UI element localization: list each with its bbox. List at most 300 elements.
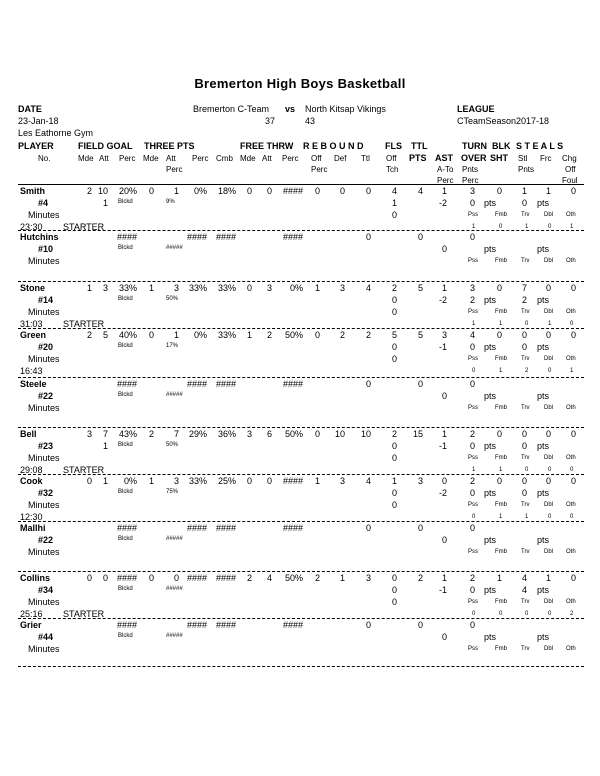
steal-type-count: 0 [499, 224, 503, 230]
steal-type-label: Fmb [495, 549, 507, 555]
hdr-chg: Chg [562, 154, 577, 163]
home-team: Bremerton C-Team [193, 104, 270, 114]
steal-type-label: Fmb [495, 405, 507, 411]
steal-type-label: Oth [566, 356, 576, 362]
stat-pts-lbl: pts [484, 488, 497, 498]
stat-ftm: 0 [246, 186, 252, 196]
row-separator [18, 427, 584, 428]
stat-fls: 0 [391, 573, 397, 583]
minutes-label: Minutes [28, 210, 60, 220]
stat-blckd-perc: ##### [166, 586, 183, 592]
row-separator [18, 184, 584, 185]
stat-tpa: 7 [173, 429, 179, 439]
stat-frc: 0 [545, 429, 551, 439]
vs-label: vs [285, 104, 296, 114]
stat-cmb: 33% [217, 283, 236, 293]
steal-type-count: 1 [499, 514, 503, 520]
stat-stl2: 0 [521, 198, 527, 208]
minutes-played: 31:03 [20, 319, 43, 329]
league-label: LEAGUE [457, 104, 495, 114]
stat-pts-lbl: pts [484, 585, 497, 595]
steal-type-count: 0 [472, 611, 476, 617]
stat-tpm: 0 [148, 330, 154, 340]
row-separator [18, 230, 584, 231]
hdr-3p-mde: Mde [143, 154, 159, 163]
steal-type-label: Fmb [495, 502, 507, 508]
stat-blckd-lbl: Blckd [118, 586, 133, 592]
stat-chg: 0 [570, 283, 576, 293]
stat-frc: 0 [545, 283, 551, 293]
stat-chg: 0 [570, 429, 576, 439]
stat-ast: 3 [441, 330, 447, 340]
hdr-3p-perc: Perc [192, 154, 209, 163]
date-label: DATE [18, 104, 42, 114]
stat-chg: 0 [570, 476, 576, 486]
stat-frc: 0 [545, 476, 551, 486]
stat-fls2: 0 [391, 441, 397, 451]
stat-fgp: 20% [118, 186, 137, 196]
stat-ftp: #### [282, 186, 303, 196]
stat-fls: 2 [391, 283, 397, 293]
hdr-turn: TURN [462, 141, 487, 151]
minutes-label: Minutes [28, 354, 60, 364]
stat-fgp: #### [116, 379, 137, 389]
player-name: Cook [20, 476, 43, 486]
stat-stl2: 4 [521, 585, 527, 595]
stat-blk: 0 [496, 283, 502, 293]
hdr-stl: Stl [518, 154, 528, 163]
stat-cmb: #### [215, 573, 236, 583]
stat-fgp: #### [116, 232, 137, 242]
steal-type-label: Trv [521, 405, 530, 411]
steal-type-label: Oth [566, 405, 576, 411]
stat-def: 10 [334, 429, 345, 439]
stat-blk: 0 [496, 429, 502, 439]
stat-tpa: 3 [173, 283, 179, 293]
stat-tpa: 1 [173, 186, 179, 196]
steal-type-count: 0 [548, 368, 552, 374]
stat-stl2: 0 [521, 488, 527, 498]
stat-ato: -2 [438, 198, 447, 208]
stat-tpp: #### [186, 620, 207, 630]
steal-type-count: 0 [570, 514, 574, 520]
player-name: Collins [20, 573, 51, 583]
steal-type-count: 0 [548, 514, 552, 520]
stat-tpm: 1 [148, 476, 154, 486]
stat-blckd-perc: ##### [166, 245, 183, 251]
stat-pts: 3 [417, 476, 423, 486]
steal-type-label: Oth [566, 258, 576, 264]
player-number: #10 [38, 244, 54, 254]
stat-ast: 1 [441, 429, 447, 439]
steal-type-label: Pss [468, 405, 479, 411]
player-name: Grier [20, 620, 42, 630]
row-separator [18, 474, 584, 475]
stat-blckd-lbl: Blckd [118, 536, 133, 542]
minutes-played: 12:30 [20, 512, 43, 522]
stat-ato: -1 [438, 342, 447, 352]
stat-chg: 0 [570, 186, 576, 196]
stat-ato: -1 [438, 441, 447, 451]
minutes-played: 16:43 [20, 366, 43, 376]
hdr-over: OVER [461, 153, 487, 163]
stat-fga: 0 [102, 573, 108, 583]
stat-ast: 1 [441, 283, 447, 293]
stat-fgp: 43% [118, 429, 137, 439]
steal-type-label: Dbl [544, 212, 554, 218]
stat-pts-lbl2: pts [537, 391, 550, 401]
stat-blckd-lbl: Blckd [118, 343, 133, 349]
stat-blckd-perc: 9% [166, 199, 175, 205]
hdr-fls: FLS [385, 141, 402, 151]
stat-ftp: #### [282, 523, 303, 533]
stat-blckd-perc: ##### [166, 536, 183, 542]
row-separator [18, 328, 584, 329]
stat-ttl: 10 [360, 429, 371, 439]
stat-pts-lbl2: pts [537, 585, 550, 595]
stat-pts-lbl: pts [484, 244, 497, 254]
stat-fls3: 0 [391, 210, 397, 220]
stat-fgp: 33% [118, 283, 137, 293]
stat-cmb: 18% [217, 186, 236, 196]
stat-off: 1 [314, 283, 320, 293]
stat-fga: 10 [97, 186, 108, 196]
hdr-free-thrw: FREE THRW [240, 141, 294, 151]
hdr-pts: PTS [409, 153, 427, 163]
stat-ato: 0 [441, 244, 447, 254]
stat-pts-lbl: pts [484, 535, 497, 545]
steal-type-label: Oth [566, 309, 576, 315]
stat-stl: 0 [521, 330, 527, 340]
starter-label: STARTER [63, 465, 105, 475]
hdr-no: No. [38, 154, 51, 163]
minutes-played: 23:30 [20, 222, 43, 232]
stat-ftp: 50% [284, 330, 303, 340]
stat-fls3: 0 [391, 500, 397, 510]
hdr-tch: Tch [386, 165, 399, 174]
stat-ftp: #### [282, 379, 303, 389]
steal-type-count: 1 [472, 467, 476, 473]
stat-tpm: 0 [148, 186, 154, 196]
stat-ttl: 4 [365, 476, 371, 486]
stat-fls: 2 [391, 429, 397, 439]
stat-to2: 0 [469, 342, 475, 352]
steal-type-count: 1 [525, 514, 529, 520]
stat-blckd-lbl: Blckd [118, 489, 133, 495]
stat-pts: 5 [417, 330, 423, 340]
stat-fls2: 0 [391, 342, 397, 352]
steal-type-label: Oth [566, 646, 576, 652]
player-name: Steele [20, 379, 47, 389]
player-number: #32 [38, 488, 54, 498]
steal-type-label: Pss [468, 549, 479, 555]
stat-blckd-perc: 50% [166, 296, 179, 302]
steal-type-label: Trv [521, 455, 530, 461]
player-name: Mallhi [20, 523, 46, 533]
stat-ttl: 0 [365, 523, 371, 533]
stat-ftp: #### [282, 232, 303, 242]
stat-to2: 0 [469, 488, 475, 498]
stat-pts-lbl2: pts [537, 295, 550, 305]
hdr-cmb: Cmb [216, 154, 233, 163]
steal-type-count: 1 [548, 321, 552, 327]
stat-tpp: 33% [188, 476, 207, 486]
row-separator [18, 521, 584, 522]
steal-type-label: Pss [468, 212, 479, 218]
away-score: 43 [305, 116, 316, 126]
stat-fls: 5 [391, 330, 397, 340]
stat-to2: 0 [469, 585, 475, 595]
hdr-3p-att: Att [166, 154, 176, 163]
stat-blckd-perc: 75% [166, 489, 179, 495]
stat-fls2: 0 [391, 585, 397, 595]
stat-ftp: 50% [284, 429, 303, 439]
player-number: #14 [38, 295, 54, 305]
hdr-three-pts: THREE PTS [144, 141, 195, 151]
stat-fta: 0 [266, 476, 272, 486]
stat-ttl: 0 [365, 232, 371, 242]
stat-cmb: #### [215, 232, 236, 242]
steal-type-count: 0 [499, 611, 503, 617]
stat-stl: 7 [521, 283, 527, 293]
stat-cmb: 25% [217, 476, 236, 486]
hdr-reb-off-perc: Perc [311, 165, 328, 174]
stat-fls3: 0 [391, 307, 397, 317]
player-name: Bell [20, 429, 37, 439]
hdr-fg-perc: Perc [119, 154, 136, 163]
hdr-ato: A-To [437, 165, 454, 174]
stat-pts: 0 [417, 379, 423, 389]
stat-tpm: 2 [148, 429, 154, 439]
stat-cmb: #### [215, 379, 236, 389]
stat-off: 2 [314, 573, 320, 583]
stat-blckd-perc: ##### [166, 392, 183, 398]
steal-type-label: Trv [521, 599, 530, 605]
steal-type-label: Dbl [544, 258, 554, 264]
stat-blckd: 1 [102, 198, 108, 208]
stat-fls3: 0 [391, 453, 397, 463]
stat-to: 0 [469, 620, 475, 630]
stat-ftp: #### [282, 620, 303, 630]
stat-blk: 1 [496, 573, 502, 583]
stat-blk: 0 [496, 330, 502, 340]
stat-tpp: 0% [193, 330, 207, 340]
steal-type-label: Trv [521, 212, 530, 218]
stat-ato: 0 [441, 391, 447, 401]
steal-type-count: 1 [499, 467, 503, 473]
stat-ttl: 4 [365, 283, 371, 293]
steal-type-label: Oth [566, 599, 576, 605]
minutes-label: Minutes [28, 256, 60, 266]
stat-frc: 1 [545, 186, 551, 196]
stat-ast: 0 [441, 476, 447, 486]
stat-fls2: 0 [391, 488, 397, 498]
steal-type-count: 0 [525, 611, 529, 617]
minutes-label: Minutes [28, 547, 60, 557]
steal-type-label: Dbl [544, 405, 554, 411]
stat-to2: 2 [469, 295, 475, 305]
row-separator [18, 281, 584, 282]
stat-ftm: 1 [246, 330, 252, 340]
stat-stl2: 2 [521, 295, 527, 305]
stat-fgp: #### [116, 573, 137, 583]
player-number: #44 [38, 632, 54, 642]
hdr-ft-perc: Perc [282, 154, 299, 163]
hdr-pnts2: Pnts [518, 165, 535, 174]
hdr-foul: Foul [562, 176, 578, 185]
stat-tpm: 0 [148, 573, 154, 583]
hdr-pnts: Pnts [462, 165, 479, 174]
hdr-field-goal: FIELD GOAL [78, 141, 133, 151]
stat-stl2: 0 [521, 342, 527, 352]
steal-type-label: Dbl [544, 599, 554, 605]
stat-fls2: 1 [391, 198, 397, 208]
stat-fls3: 0 [391, 354, 397, 364]
player-number: #20 [38, 342, 54, 352]
stat-to2: 0 [469, 198, 475, 208]
stat-fgm: 3 [86, 429, 92, 439]
steal-type-label: Fmb [495, 599, 507, 605]
hdr-chg-off: Off [565, 165, 576, 174]
starter-label: STARTER [63, 222, 105, 232]
hdr-frc: Frc [540, 154, 552, 163]
home-score: 37 [265, 116, 276, 126]
hdr-fg-att: Att [99, 154, 109, 163]
steal-type-count: 1 [499, 368, 503, 374]
stat-fga: 7 [102, 429, 108, 439]
stat-tpp: 29% [188, 429, 207, 439]
stat-fta: 6 [266, 429, 272, 439]
stat-blckd-lbl: Blckd [118, 633, 133, 639]
stat-fgm: 0 [86, 476, 92, 486]
stat-fls3: 0 [391, 597, 397, 607]
stat-blk: 0 [496, 476, 502, 486]
steal-type-label: Trv [521, 309, 530, 315]
stat-to: 2 [469, 476, 475, 486]
hdr-reb-def: Def [334, 154, 347, 163]
stat-ato: -1 [438, 585, 447, 595]
hdr-reb-off: Off [311, 154, 322, 163]
stat-fls: 4 [391, 186, 397, 196]
steal-type-count: 1 [570, 224, 574, 230]
stat-fgm: 2 [86, 330, 92, 340]
steal-type-label: Fmb [495, 258, 507, 264]
steal-type-label: Dbl [544, 309, 554, 315]
stat-fgp: 0% [123, 476, 137, 486]
stat-ato: 0 [441, 632, 447, 642]
steal-type-count: 0 [548, 224, 552, 230]
minutes-label: Minutes [28, 307, 60, 317]
stat-pts: 0 [417, 232, 423, 242]
hdr-reb-ttl: Ttl [361, 154, 370, 163]
stat-pts-lbl2: pts [537, 342, 550, 352]
stat-pts: 2 [417, 573, 423, 583]
stat-fga: 3 [102, 283, 108, 293]
minutes-label: Minutes [28, 597, 60, 607]
steal-type-label: Dbl [544, 646, 554, 652]
stat-blk: 0 [496, 186, 502, 196]
stat-ftm: 3 [246, 429, 252, 439]
stat-fgm: 1 [86, 283, 92, 293]
stat-pts: 0 [417, 620, 423, 630]
stat-tpp: #### [186, 232, 207, 242]
stat-ttl: 2 [365, 330, 371, 340]
game-date: 23-Jan-18 [18, 116, 59, 126]
hdr-fg-mde: Mde [78, 154, 94, 163]
stat-tpa: 0 [173, 573, 179, 583]
steal-type-label: Pss [468, 356, 479, 362]
stat-off: 1 [314, 476, 320, 486]
stat-fgp: #### [116, 523, 137, 533]
hdr-ft-mde: Mde [240, 154, 256, 163]
player-number: #4 [38, 198, 49, 208]
steal-type-count: 1 [570, 368, 574, 374]
row-separator [18, 618, 584, 619]
steal-type-count: 2 [570, 611, 574, 617]
player-name: Green [20, 330, 47, 340]
stat-ast: 1 [441, 573, 447, 583]
steal-type-count: 0 [548, 467, 552, 473]
minutes-label: Minutes [28, 403, 60, 413]
stat-frc: 0 [545, 330, 551, 340]
stat-fga: 5 [102, 330, 108, 340]
stat-cmb: #### [215, 620, 236, 630]
minutes-played: 25:16 [20, 609, 43, 619]
stat-pts: 15 [412, 429, 423, 439]
starter-label: STARTER [63, 609, 105, 619]
stat-ftm: 0 [246, 476, 252, 486]
steal-type-label: Pss [468, 455, 479, 461]
row-separator [18, 666, 584, 667]
player-number: #22 [38, 391, 54, 401]
minutes-label: Minutes [28, 644, 60, 654]
stat-def: 3 [339, 283, 345, 293]
steal-type-label: Pss [468, 599, 479, 605]
hdr-3p-perc-under: Perc [166, 165, 183, 174]
stat-pts: 4 [417, 186, 423, 196]
report-title: Bremerton High Boys Basketball [194, 76, 406, 91]
stat-to: 3 [469, 283, 475, 293]
stat-fgp: #### [116, 620, 137, 630]
steal-type-label: Dbl [544, 502, 554, 508]
stat-fgm: 0 [86, 573, 92, 583]
steal-type-count: 0 [525, 467, 529, 473]
player-name: Smith [20, 186, 46, 196]
steal-type-label: Fmb [495, 646, 507, 652]
steal-type-count: 0 [525, 321, 529, 327]
stat-pts-lbl: pts [484, 342, 497, 352]
hdr-player: PLAYER [18, 141, 54, 151]
stat-pts-lbl: pts [484, 391, 497, 401]
steal-type-label: Trv [521, 549, 530, 555]
steal-type-count: 1 [499, 321, 503, 327]
away-team: North Kitsap Vikings [305, 104, 386, 114]
stat-fgp: 40% [118, 330, 137, 340]
league-name: CTeamSeason2017-18 [457, 116, 550, 126]
stat-fta: 0 [266, 186, 272, 196]
steal-type-label: Trv [521, 356, 530, 362]
stat-chg: 0 [570, 573, 576, 583]
stat-cmb: #### [215, 523, 236, 533]
stat-blckd-perc: 17% [166, 343, 179, 349]
hdr-ft-att: Att [262, 154, 272, 163]
stat-stl: 1 [521, 186, 527, 196]
stat-pts-lbl2: pts [537, 244, 550, 254]
player-name: Hutchins [20, 232, 59, 242]
stat-def: 0 [339, 186, 345, 196]
stat-fgm: 2 [86, 186, 92, 196]
stat-to: 2 [469, 429, 475, 439]
